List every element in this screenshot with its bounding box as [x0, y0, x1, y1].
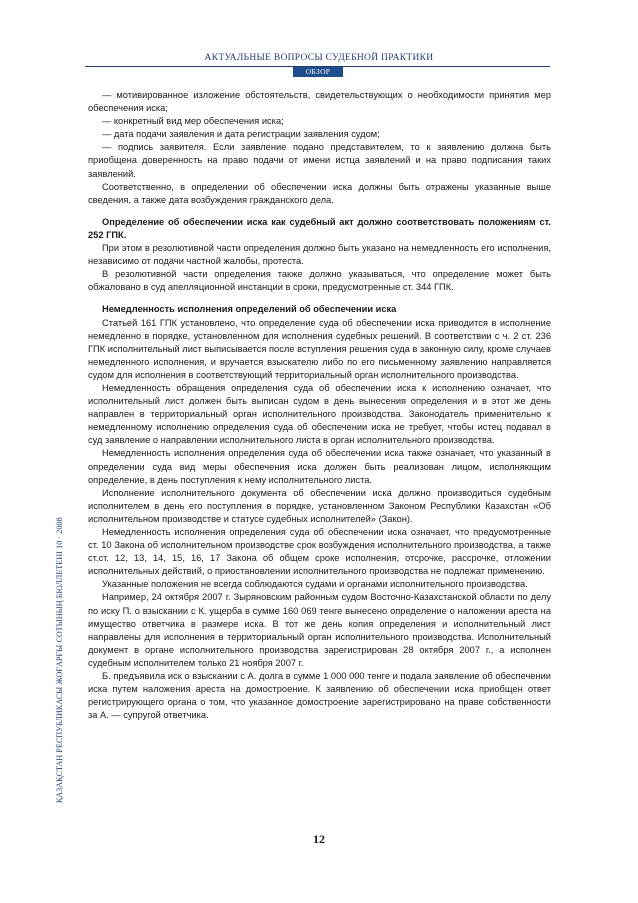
paragraph: Например, 24 октября 2007 г. Зыряновским районным судом Восточно-Казахстанской области по делу по иску П. о взыскании с К. ущерба в сумме 160 069 тенге вынесено определение о наложении ареста на имущество ответчика в размере иска. В тот же день копия определения и исполнительный лист направлены для исполнения в территориальный орган исполнительного производства. Исполнительный документ в органе исполнительного производства зарегистрирован 28 октября 2007 г., а исполнен судебным исполнителем только 21 ноября 2007 г.	[88, 592, 551, 668]
paragraph: Немедленность исполнения определения суда об обеспечении иска также означает, что указанный в определении суда вид меры обеспечения иска должен быть реализован лицом, исполняющим определение, в день поступления к нему исполнительного листа.	[88, 448, 551, 485]
paragraph: Немедленность обращения определения суда об обеспечении иска к исполнению означает, что исполнительный лист должен быть выписан судом в день вынесения определения и в этот же день направлен в территориальный орган исполнительного производства. Законодатель применительно к немедленному исполнению определения суда об обеспечении иска не требует, чтобы истец подавал в суд заявление о направлении исполнительного листа в орган исполнительного производства.	[88, 382, 551, 446]
paragraph: — подпись заявителя. Если заявление подано представителем, то к заявлению должна быть приобщена доверенность на право подачи от имени истца заявлений и на право подписания таких заявлений.	[88, 142, 551, 179]
running-header-title: АКТУАЛЬНЫЕ ВОПРОСЫ СУДЕБНОЙ ПРАКТИКИ	[204, 53, 434, 63]
paragraph: Указанные положения не всегда соблюдаются судами и органами исполнительного производства.	[102, 579, 528, 590]
paragraph: Статьей 161 ГПК установлено, что определение суда об обеспечении иска приводится в исполнение немедленно в порядке, установленном для исполнения судебных решений. В соответствии с ч. 2 ст. 236 ГПК исполнительный лист выписывается после вступления решения суда в законную силу, кроме случаев немедленного исполнения, и вручается взыскателю либо по его письменному заявлению направляется судом для исполнения в соответствующий территориальный орган исполнительного производства.	[88, 317, 551, 380]
section-heading: Определение об обеспечении иска как судебный акт должно соответствовать положениям ст. 252 ГПК.	[88, 216, 551, 240]
page-number: 12	[313, 832, 325, 846]
paragraph: В резолютивной части определения также должно указываться, что определение может быть обжаловано в суд апелляционной инстанции в сроки, предусмотренные ст. 344 ГПК.	[88, 269, 551, 293]
sidebar-text: ҚАЗАҚСТАН РЕСПУБЛИКАСЫ ЖОҒАРҒЫ СОТЫНЫҢ БЮЛЛЕТЕНІ 10 · 2008	[55, 517, 64, 803]
paragraph: Исполнение исполнительного документа об обеспечении иска должно производиться судебным исполнителем в день его поступления в порядке, установленном Законом Республики Казахстан «Об исполнительном производстве и статусе судебных исполнителей» (Закон).	[88, 487, 551, 524]
paragraph: — конкретный вид мер обеспечения иска;	[102, 116, 284, 127]
article-body	[88, 89, 551, 722]
paragraph: Соответственно, в определении об обеспечении иска должны быть отражены указанные выше сведения, а также дата возбуждения гражданского дела.	[88, 181, 551, 205]
paragraph: — дата подачи заявления и дата регистрации заявления судом;	[102, 129, 380, 140]
paragraph: Немедленность исполнения определения суда об обеспечении иска означает, что предусмотренные ст. 10 Закона об исполнительном производстве срок возбуждения исполнительного производства, а также ст.ст. 12, 13, 14, 15, 16, 17 Закона об общем сроке исполнения, отсрочке, рассрочке, отложении исполнительных действий, о приостановлении исполнительного производства не подлежат применению.	[88, 527, 551, 577]
paragraph: — мотивированное изложение обстоятельств, свидетельствующих о необходимости принятия мер обеспечения иска;	[88, 90, 551, 114]
paragraph: При этом в резолютивной части определения должно быть указано на немедленность его исполнения, независимо от подачи частной жалобы, протеста.	[88, 243, 551, 267]
section-heading: Немедленность исполнения определений об обеспечении иска	[102, 304, 397, 315]
paragraph: Б. предъявила иск о взыскании с А. долга в сумме 1 000 000 тенге и подала заявление об обеспечении иска путем наложения ареста на домостроение. К заявлению об обеспечении иска приобщен ответ регистрирующего органа о том, что указанное домостроение зарегистрировано на праве собственности за А. — супругой ответчика.	[88, 671, 551, 721]
section-badge: ОБЗОР	[293, 67, 343, 77]
